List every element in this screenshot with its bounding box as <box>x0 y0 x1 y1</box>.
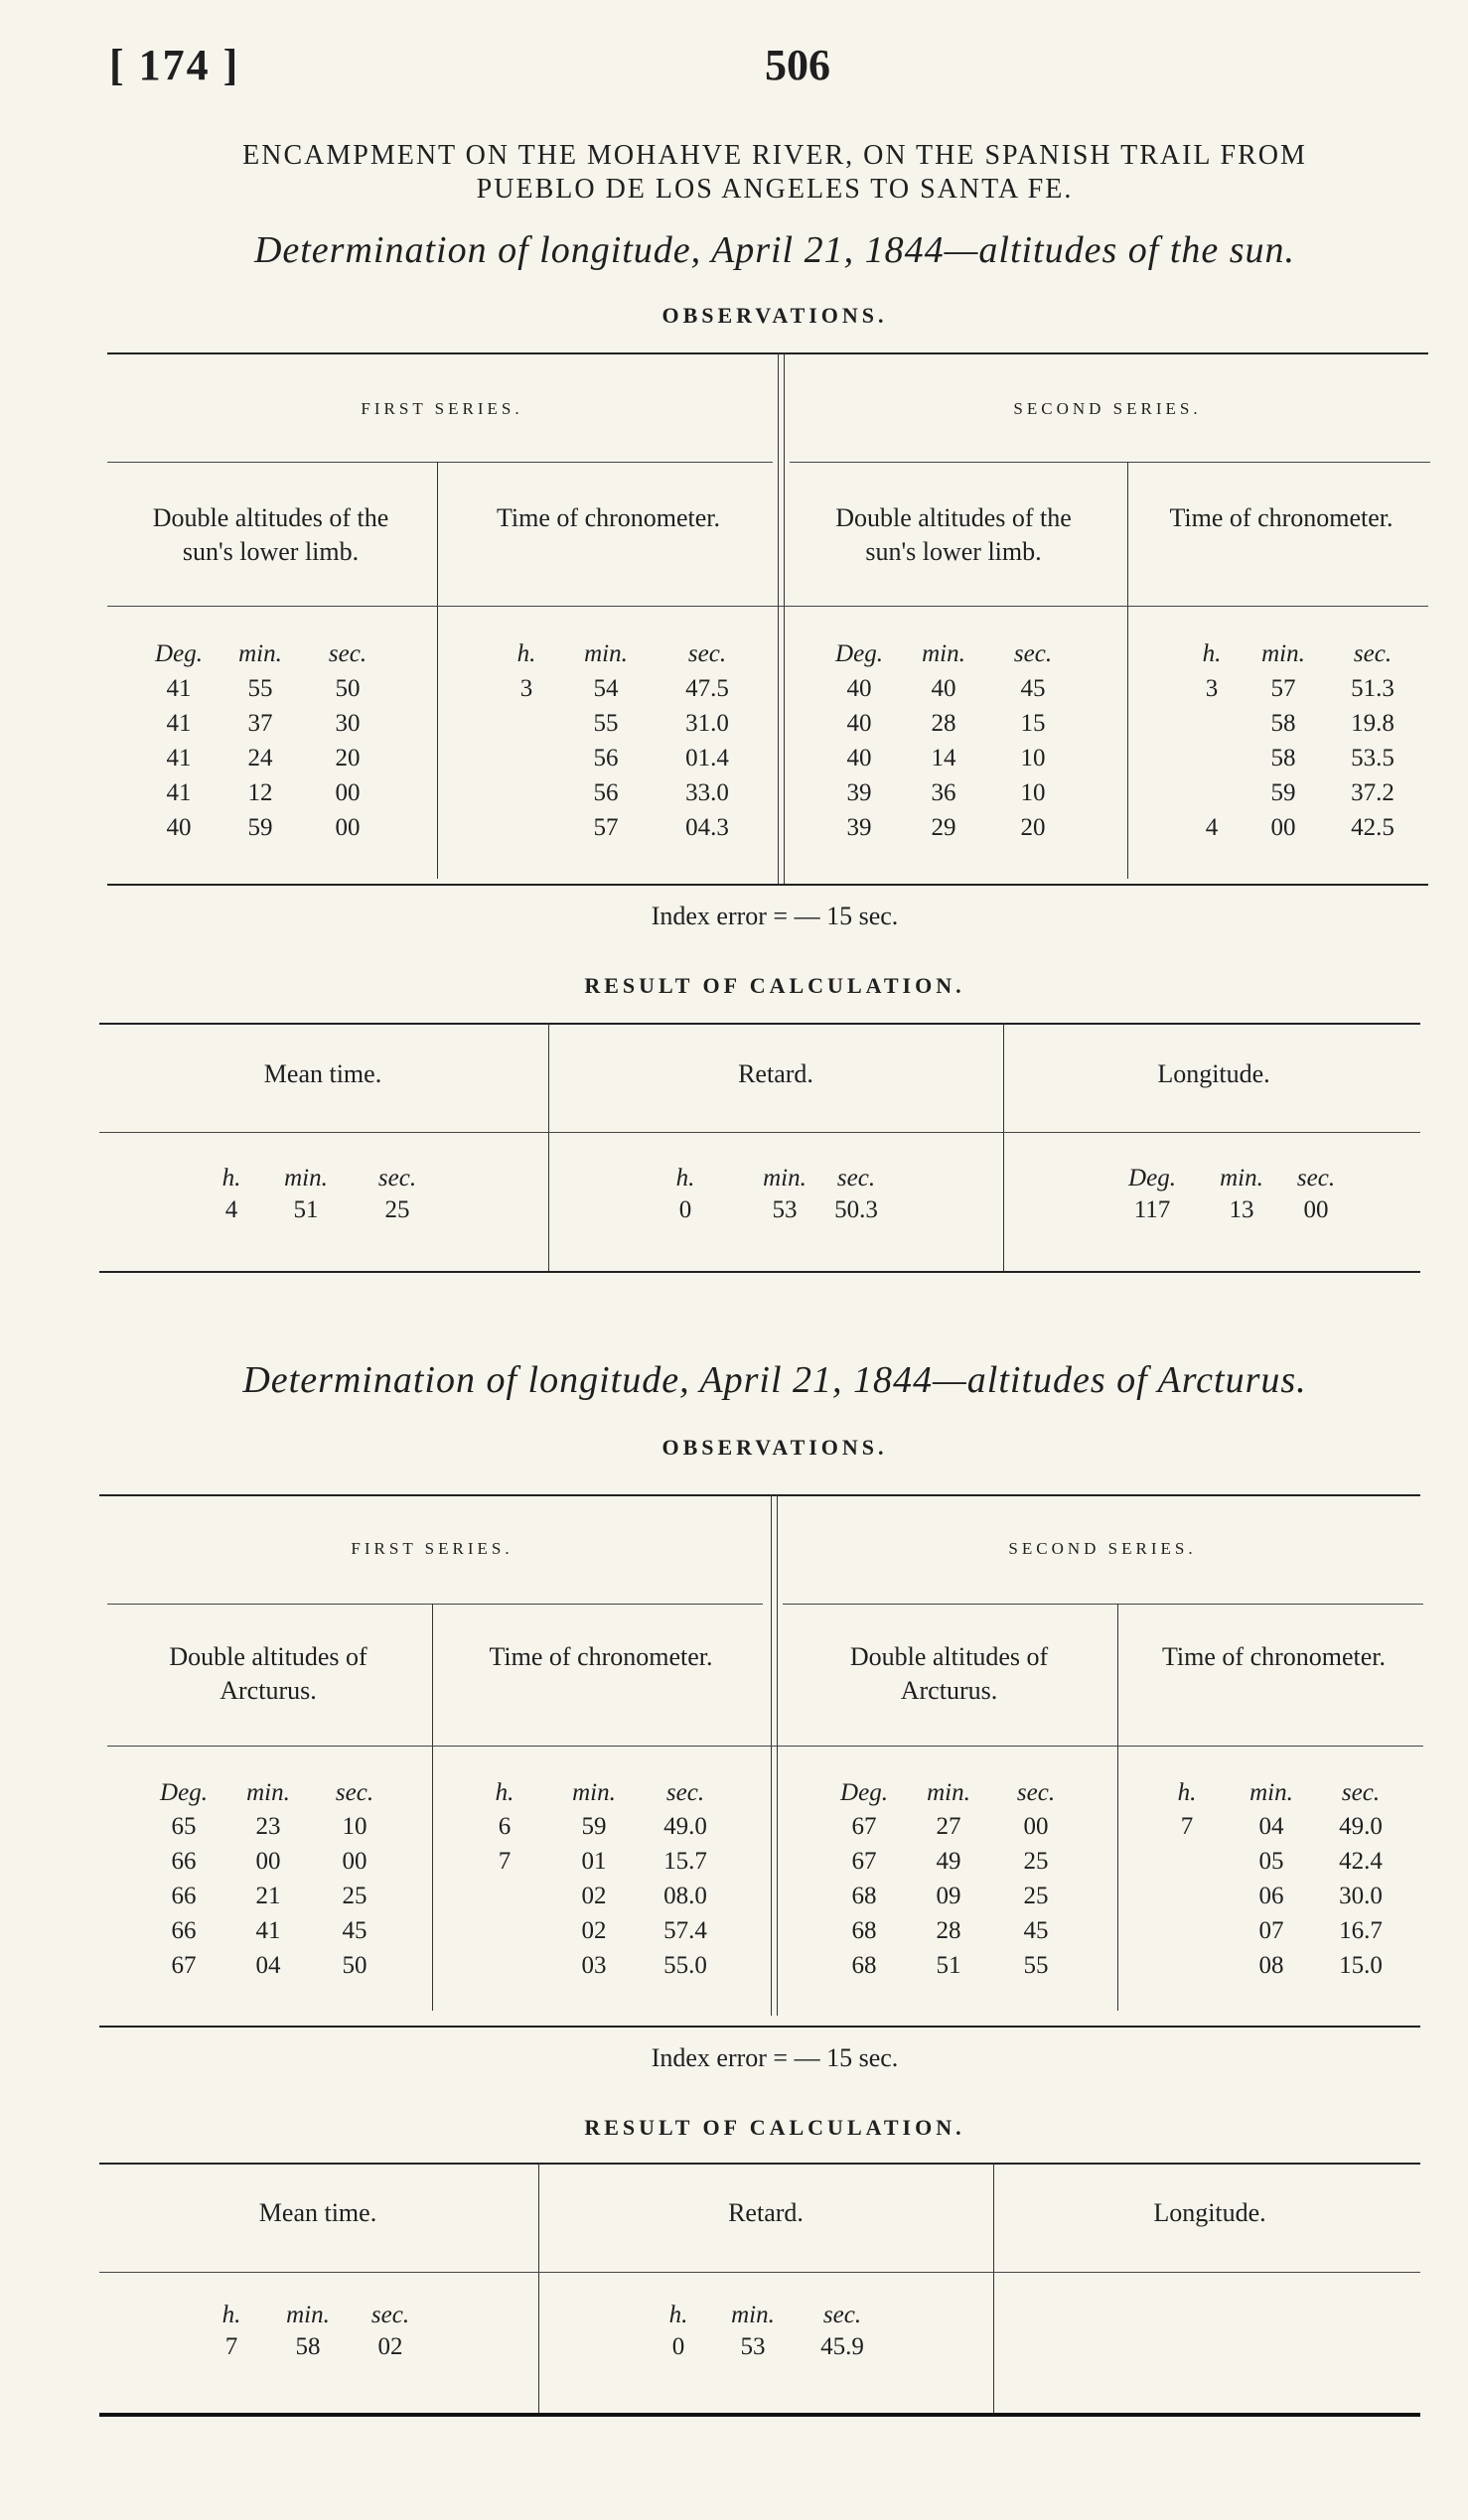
section2-second-unit-sec: sec. <box>1016 1779 1056 1806</box>
section2-first-row-0-sec: 10 <box>342 1813 367 1840</box>
section1-second-row-4-tsec: 42.5 <box>1351 814 1395 841</box>
section1-first-unit-tmin: min. <box>584 640 628 667</box>
section2-first-row-1-h: 7 <box>498 1848 512 1875</box>
section1-first-row-4-tsec: 04.3 <box>685 814 729 841</box>
section2-second-row-1-tmin: 05 <box>1258 1848 1284 1875</box>
section2-second-row-2-sec: 25 <box>1023 1883 1049 1909</box>
section2-second-row-2-tmin: 06 <box>1258 1883 1284 1909</box>
section2-second-row-0-h: 7 <box>1180 1813 1194 1840</box>
section1-second-row-0-sec: 45 <box>1020 675 1046 702</box>
section1-result-retard-unit-min: min. <box>763 1165 807 1191</box>
section1-second-row-0-tsec: 51.3 <box>1351 675 1395 702</box>
section2-second-row-3-sec: 45 <box>1023 1917 1049 1944</box>
section1-result-mean-unit-sec: sec. <box>377 1165 417 1191</box>
section2-first-row-1-tmin: 01 <box>581 1848 607 1875</box>
section1-mean-time-header: Mean time. <box>263 1059 382 1088</box>
section2-second-row-2-tsec: 30.0 <box>1339 1883 1383 1909</box>
section1-first-row-4-tmin: 57 <box>593 814 619 841</box>
section2-second-row-0-min: 27 <box>936 1813 961 1840</box>
section1-first-row-1-tsec: 31.0 <box>685 710 729 737</box>
section2-second-row-1-deg: 67 <box>851 1848 877 1875</box>
section1-first-series-label: FIRST SERIES. <box>361 399 523 418</box>
section1-second-row-3-deg: 39 <box>846 779 872 806</box>
section2-first-row-4-tsec: 55.0 <box>663 1952 707 1979</box>
section2-longitude-header: Longitude. <box>1153 2198 1266 2227</box>
section1-second-row-2-tmin: 58 <box>1270 745 1296 771</box>
section2-second-row-3-tmin: 07 <box>1258 1917 1284 1944</box>
section2-second-row-1-tsec: 42.4 <box>1339 1848 1383 1875</box>
section1-first-row-0-tsec: 47.5 <box>685 675 729 702</box>
section1-first-row-2-tmin: 56 <box>593 745 619 771</box>
section1-second-unit-deg: Deg. <box>835 640 883 667</box>
section1-result-label: RESULT OF CALCULATION. <box>584 973 965 998</box>
section1-result-mean-sec: 25 <box>384 1196 410 1223</box>
section2-second-row-3-deg: 68 <box>851 1917 877 1944</box>
section2-second-row-4-tsec: 15.0 <box>1339 1952 1383 1979</box>
section1-first-row-4-deg: 40 <box>166 814 192 841</box>
section1-second-row-3-sec: 10 <box>1020 779 1046 806</box>
section2-first-row-4-sec: 50 <box>342 1952 367 1979</box>
section1-retard-header: Retard. <box>738 1059 813 1088</box>
section1-second-altitude-header: Double altitudes of the sun's lower limb. <box>835 503 1072 566</box>
section1-result-retard-min: 53 <box>772 1196 798 1223</box>
section2-result-mean-min: 58 <box>295 2333 321 2360</box>
section1-second-row-1-min: 28 <box>931 710 956 737</box>
section1-second-row-2-deg: 40 <box>846 745 872 771</box>
section2-title: Determination of longitude, April 21, 1844—altitudes of Arcturus. <box>242 1359 1307 1401</box>
section2-first-unit-deg: Deg. <box>160 1779 208 1806</box>
section2-index-error: Index error = — 15 sec. <box>651 2043 899 2072</box>
section1-first-altitude-header: Double altitudes of the sun's lower limb. <box>152 503 389 566</box>
section2-result-mean-unit-sec: sec. <box>370 2302 410 2328</box>
section1-first-unit-min: min. <box>238 640 282 667</box>
section1-second-row-4-tmin: 00 <box>1270 814 1296 841</box>
section1-first-time-header: Time of chronometer. <box>496 503 721 532</box>
location-title-line1: ENCAMPMENT ON THE MOHAHVE RIVER, ON THE SPANISH TRAIL FROM <box>242 140 1307 171</box>
section2-second-row-3-tsec: 16.7 <box>1339 1917 1383 1944</box>
section2-first-row-1-tsec: 15.7 <box>663 1848 707 1875</box>
section1-second-row-1-tsec: 19.8 <box>1351 710 1395 737</box>
section1-second-row-4-deg: 39 <box>846 814 872 841</box>
section1-first-row-3-sec: 00 <box>335 779 361 806</box>
section1-second-row-3-tsec: 37.2 <box>1351 779 1395 806</box>
section2-second-row-0-tsec: 49.0 <box>1339 1813 1383 1840</box>
section2-second-row-0-deg: 67 <box>851 1813 877 1840</box>
section2-second-time-header: Time of chronometer. <box>1161 1642 1387 1671</box>
section2-retard-header: Retard. <box>728 2198 804 2227</box>
section2-first-row-2-sec: 25 <box>342 1883 367 1909</box>
section2-first-row-0-min: 23 <box>255 1813 281 1840</box>
section2-result-label: RESULT OF CALCULATION. <box>584 2115 965 2140</box>
section1-second-row-4-h: 4 <box>1205 814 1219 841</box>
section2-first-row-0-tmin: 59 <box>581 1813 607 1840</box>
section2-second-row-4-deg: 68 <box>851 1952 877 1979</box>
section2-second-row-2-min: 09 <box>936 1883 961 1909</box>
section2-first-row-0-h: 6 <box>498 1813 512 1840</box>
section1-first-row-2-sec: 20 <box>335 745 361 771</box>
section2-first-row-4-tmin: 03 <box>581 1952 607 1979</box>
section1-result-mean-h: 4 <box>224 1196 238 1223</box>
section2-second-row-3-min: 28 <box>936 1917 961 1944</box>
section1-first-row-1-sec: 30 <box>335 710 361 737</box>
section2-second-row-4-sec: 55 <box>1023 1952 1049 1979</box>
section2-second-unit-tmin: min. <box>1249 1779 1293 1806</box>
section2-first-row-3-tmin: 02 <box>581 1917 607 1944</box>
location-title-line2: PUEBLO DE LOS ANGELES TO SANTA FE. <box>476 174 1074 205</box>
section1-observations-label: OBSERVATIONS. <box>661 303 888 328</box>
section1-second-unit-min: min. <box>922 640 965 667</box>
section1-second-unit-tsec: sec. <box>1353 640 1393 667</box>
section2-second-unit-tsec: sec. <box>1341 1779 1381 1806</box>
section2-first-altitude-header: Double altitudes of Arcturus. <box>169 1642 367 1705</box>
section2-observations-label: OBSERVATIONS. <box>661 1435 888 1460</box>
page-bracket-number: [ 174 ] <box>109 41 240 89</box>
section1-first-unit-sec: sec. <box>328 640 367 667</box>
section1-first-row-0-tmin: 54 <box>593 675 619 702</box>
section1-first-row-1-tmin: 55 <box>593 710 619 737</box>
section1-second-unit-tmin: min. <box>1261 640 1305 667</box>
section1-first-row-3-tmin: 56 <box>593 779 619 806</box>
section2-second-row-4-tmin: 08 <box>1258 1952 1284 1979</box>
section1-title: Determination of longitude, April 21, 1844—altitudes of the sun. <box>253 229 1296 271</box>
section1-result-longitude-unit-sec: sec. <box>1296 1165 1336 1191</box>
section2-first-row-3-min: 41 <box>255 1917 281 1944</box>
section2-first-row-2-tmin: 02 <box>581 1883 607 1909</box>
section1-result-longitude-unit-deg: Deg. <box>1128 1165 1176 1191</box>
section2-first-unit-tmin: min. <box>572 1779 616 1806</box>
section1-second-series-label: SECOND SERIES. <box>1013 399 1202 418</box>
section1-index-error: Index error = — 15 sec. <box>651 902 899 930</box>
section2-result-mean-sec: 02 <box>377 2333 403 2360</box>
section2-first-row-3-tsec: 57.4 <box>663 1917 707 1944</box>
section2-first-row-4-min: 04 <box>255 1952 281 1979</box>
section2-result-retard-sec: 45.9 <box>820 2333 864 2360</box>
section2-first-unit-min: min. <box>246 1779 290 1806</box>
section2-result-retard-unit-min: min. <box>731 2302 775 2328</box>
section1-first-row-0-min: 55 <box>247 675 273 702</box>
section2-second-row-4-min: 51 <box>936 1952 961 1979</box>
section1-second-row-1-tmin: 58 <box>1270 710 1296 737</box>
section2-result-mean-h: 7 <box>224 2333 238 2360</box>
section1-second-row-1-deg: 40 <box>846 710 872 737</box>
section1-second-row-2-tsec: 53.5 <box>1351 745 1395 771</box>
section2-first-row-4-deg: 67 <box>171 1952 197 1979</box>
section1-first-row-2-deg: 41 <box>166 745 192 771</box>
section2-result-mean-unit-h: h. <box>221 2302 241 2328</box>
section1-second-row-4-sec: 20 <box>1020 814 1046 841</box>
section2-first-unit-h: h. <box>495 1779 514 1806</box>
section1-first-unit-h: h. <box>516 640 536 667</box>
section2-first-row-1-sec: 00 <box>342 1848 367 1875</box>
section2-second-row-0-sec: 00 <box>1023 1813 1049 1840</box>
section2-first-row-0-tsec: 49.0 <box>663 1813 707 1840</box>
section2-first-row-2-tsec: 08.0 <box>663 1883 707 1909</box>
section1-second-unit-sec: sec. <box>1013 640 1053 667</box>
section1-second-row-3-min: 36 <box>931 779 956 806</box>
section1-second-row-1-sec: 15 <box>1020 710 1046 737</box>
section2-first-row-2-min: 21 <box>255 1883 281 1909</box>
section2-second-altitude-header: Double altitudes of Arcturus. <box>849 1642 1049 1705</box>
section1-second-time-header: Time of chronometer. <box>1169 503 1394 532</box>
section2-first-row-1-min: 00 <box>255 1848 281 1875</box>
section1-second-unit-h: h. <box>1202 640 1222 667</box>
section1-result-mean-unit-h: h. <box>221 1165 241 1191</box>
section1-second-row-3-tmin: 59 <box>1270 779 1296 806</box>
section1-first-row-4-min: 59 <box>247 814 273 841</box>
section2-result-retard-unit-sec: sec. <box>822 2302 862 2328</box>
section2-first-row-1-deg: 66 <box>171 1848 197 1875</box>
section2-first-unit-sec: sec. <box>335 1779 374 1806</box>
section2-second-unit-min: min. <box>927 1779 970 1806</box>
section2-mean-time-header: Mean time. <box>258 2198 377 2227</box>
section2-result-retard-unit-h: h. <box>668 2302 688 2328</box>
section2-first-series-label: FIRST SERIES. <box>351 1539 514 1558</box>
section1-result-retard-unit-h: h. <box>675 1165 695 1191</box>
section1-first-row-0-h: 3 <box>519 675 533 702</box>
section1-first-row-3-tsec: 33.0 <box>685 779 729 806</box>
section2-result-retard-min: 53 <box>740 2333 766 2360</box>
section1-first-row-1-min: 37 <box>247 710 273 737</box>
section1-first-row-3-min: 12 <box>247 779 273 806</box>
section1-result-retard-h: 0 <box>678 1196 692 1223</box>
section1-longitude-header: Longitude. <box>1157 1059 1270 1088</box>
section2-first-row-3-sec: 45 <box>342 1917 367 1944</box>
section2-second-unit-deg: Deg. <box>840 1779 888 1806</box>
section1-first-row-1-deg: 41 <box>166 710 192 737</box>
section1-first-row-3-deg: 41 <box>166 779 192 806</box>
section1-first-row-0-sec: 50 <box>335 675 361 702</box>
section1-result-mean-min: 51 <box>293 1196 319 1223</box>
section1-result-retard-sec: 50.3 <box>834 1196 878 1223</box>
section1-first-row-0-deg: 41 <box>166 675 192 702</box>
section1-second-row-0-h: 3 <box>1205 675 1219 702</box>
section1-second-row-2-sec: 10 <box>1020 745 1046 771</box>
section1-result-retard-unit-sec: sec. <box>836 1165 876 1191</box>
section1-first-unit-tsec: sec. <box>687 640 727 667</box>
section1-first-row-2-min: 24 <box>247 745 273 771</box>
section2-second-unit-h: h. <box>1177 1779 1197 1806</box>
section2-second-row-2-deg: 68 <box>851 1883 877 1909</box>
section1-result-longitude-unit-min: min. <box>1220 1165 1263 1191</box>
section1-second-row-0-min: 40 <box>931 675 956 702</box>
section1-second-row-4-min: 29 <box>931 814 956 841</box>
section1-first-row-2-tsec: 01.4 <box>685 745 729 771</box>
section1-first-unit-deg: Deg. <box>155 640 203 667</box>
section2-second-row-1-sec: 25 <box>1023 1848 1049 1875</box>
section1-result-mean-unit-min: min. <box>284 1165 328 1191</box>
section2-first-unit-tsec: sec. <box>665 1779 705 1806</box>
section2-second-series-label: SECOND SERIES. <box>1008 1539 1197 1558</box>
section1-second-row-0-tmin: 57 <box>1270 675 1296 702</box>
section1-second-row-2-min: 14 <box>931 745 956 771</box>
section2-result-retard-h: 0 <box>671 2333 685 2360</box>
section1-second-row-0-deg: 40 <box>846 675 872 702</box>
section2-result-mean-unit-min: min. <box>286 2302 330 2328</box>
section2-first-time-header: Time of chronometer. <box>489 1642 713 1671</box>
section1-result-longitude-sec: 00 <box>1303 1196 1329 1223</box>
section2-first-row-2-deg: 66 <box>171 1883 197 1909</box>
page-header <box>109 40 1440 99</box>
section1-first-row-4-sec: 00 <box>335 814 361 841</box>
page-number: 506 <box>765 41 830 89</box>
section2-first-row-0-deg: 65 <box>171 1813 197 1840</box>
section2-second-row-0-tmin: 04 <box>1258 1813 1284 1840</box>
section2-second-row-1-min: 49 <box>936 1848 961 1875</box>
section2-first-row-3-deg: 66 <box>171 1917 197 1944</box>
section1-result-longitude-min: 13 <box>1229 1196 1254 1223</box>
section1-result-longitude-deg: 117 <box>1133 1196 1171 1223</box>
